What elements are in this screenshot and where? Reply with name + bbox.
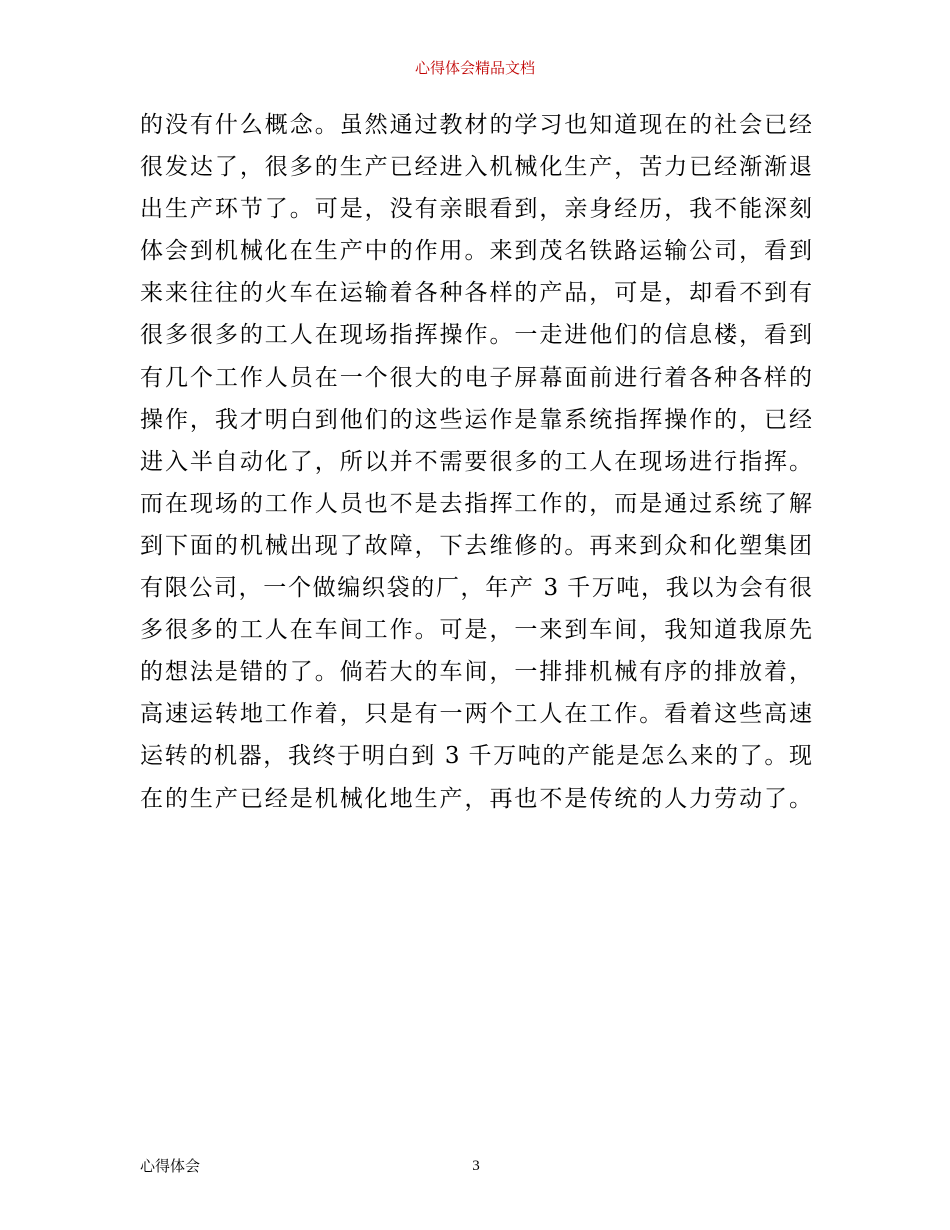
body-line: 高速运转地工作着，只是有一两个工人在工作。看着这些高速	[140, 701, 812, 728]
body-line: 有几个工作人员在一个很大的电子屏幕面前进行着各种各样的	[140, 364, 812, 391]
footer-label: 心得体会	[140, 1157, 201, 1175]
body-line: 的没有什么概念。虽然通过教材的学习也知道现在的社会已经	[140, 112, 812, 138]
page-number: 3	[472, 1158, 480, 1174]
body-line: 很多很多的工人在现场指挥操作。一走进他们的信息楼，看到	[140, 322, 812, 349]
body-line: 体会到机械化在生产中的作用。来到茂名铁路运输公司，看到	[140, 238, 812, 265]
body-line: 操作，我才明白到他们的这些运作是靠系统指挥操作的，已经	[140, 406, 812, 433]
body-line: 而在现场的工作人员也不是去指挥工作的，而是通过系统了解	[140, 490, 812, 517]
body-line: 有限公司，一个做编织袋的厂，年产 3 千万吨，我以为会有很	[140, 575, 812, 602]
body-line: 来来往往的火车在运输着各种各样的产品，可是，却看不到有	[140, 280, 812, 307]
body-line: 多很多的工人在车间工作。可是，一来到车间，我知道我原先	[140, 617, 812, 644]
body-line: 进入半自动化了，所以并不需要很多的工人在现场进行指挥。	[140, 448, 812, 475]
body-line: 到下面的机械出现了故障，下去维修的。再来到众和化塑集团	[140, 532, 812, 559]
page-footer	[140, 1155, 812, 1177]
body-line: 在的生产已经是机械化地生产，再也不是传统的人力劳动了。	[140, 785, 812, 812]
body-line: 很发达了，很多的生产已经进入机械化生产，苦力已经渐渐退	[140, 154, 812, 181]
body-line: 运转的机器，我终于明白到 3 千万吨的产能是怎么来的了。现	[140, 743, 812, 770]
body-line: 的想法是错的了。倘若大的车间，一排排机械有序的排放着，	[140, 659, 812, 686]
body-text	[140, 104, 812, 820]
body-line: 出生产环节了。可是，没有亲眼看到，亲身经历，我不能深刻	[140, 196, 812, 223]
page-header-title: 心得体会精品文档	[414, 59, 535, 77]
